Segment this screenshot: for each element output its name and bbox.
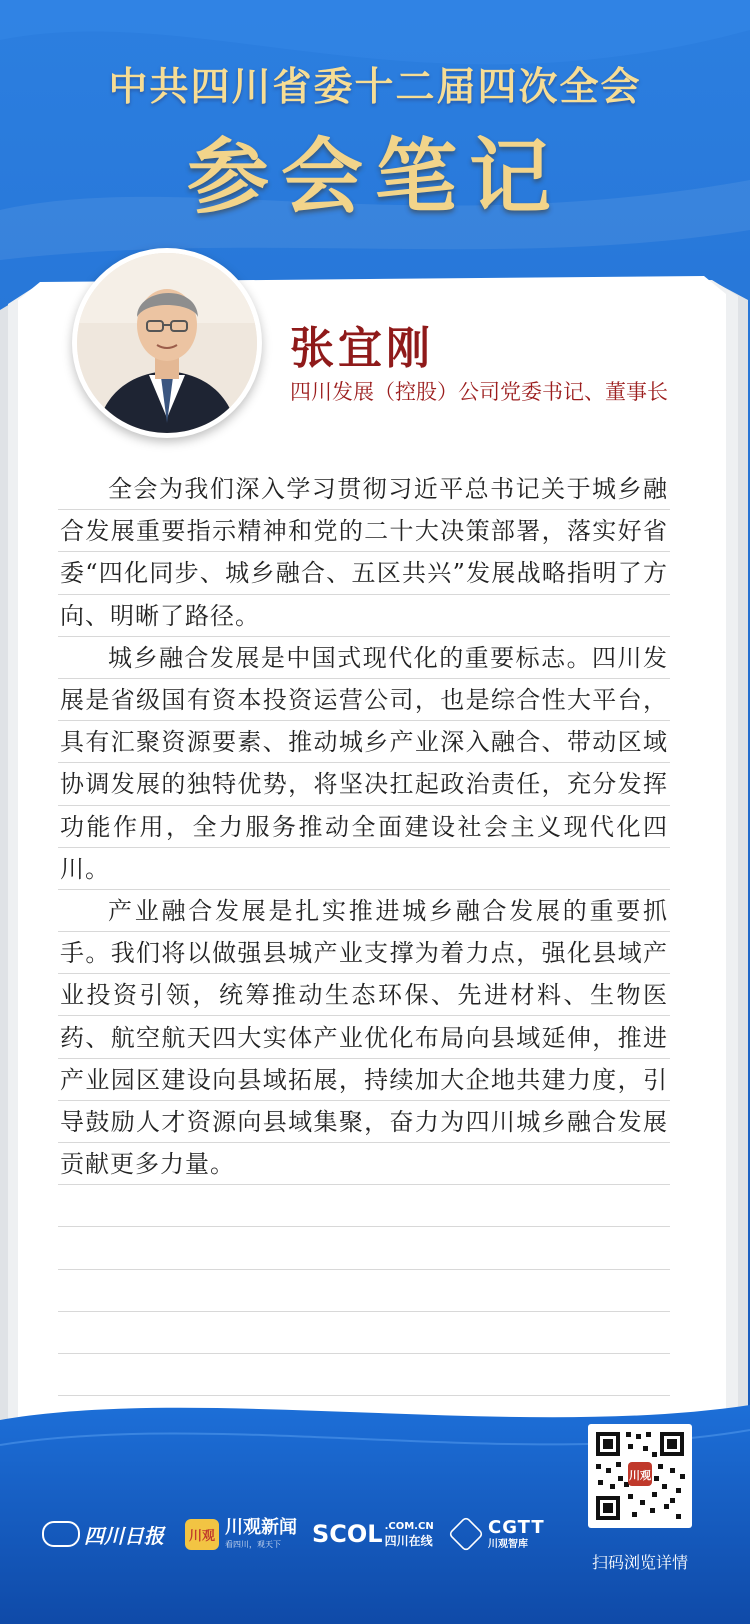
sichuan-daily-logo: 四川日报 [42, 1514, 164, 1554]
article-body [60, 468, 668, 1185]
chuanguan-news-logo: 川观 川观新闻 看四川，观天下 [185, 1514, 297, 1554]
cgtt-logo: CGTT 川观智库 [450, 1514, 545, 1554]
person-title: 四川发展（控股）公司党委书记、董事长 [290, 380, 668, 404]
header-subtitle: 中共四川省委十二届四次全会 [108, 65, 642, 110]
header-title: 参会笔记 [186, 129, 563, 225]
scol-logo: SCOL .COM.CN 四川在线 [312, 1520, 434, 1548]
chuanguan-badge-icon: 川观 [185, 1519, 219, 1550]
qr-code[interactable] [588, 1424, 692, 1528]
sichuan-daily-icon [42, 1521, 80, 1547]
paragraph: 产业融合发展是扎实推进城乡融合发展的重要抓手。我们将以做强县城产业支撑为着力点，强化县域产业投资引领，统筹推动生态环保、先进材料、生物医药、航空航天四大实体产业优化布局向县域延伸，推进产业园区建设向县域拓展，持续加大企地共建力度，引导鼓励人才资源向县域集聚，奋力为四川城乡融合发展贡献更多力量。 [60, 897, 668, 1179]
cgtt-hexagon-icon [448, 1516, 484, 1552]
qr-badge: 川观 [629, 1469, 651, 1482]
paragraph: 全会为我们深入学习贯彻习近平总书记关于城乡融合发展重要指示精神和党的二十大决策部署，落实好省委“四化同步、城乡融合、五区共兴”发展战略指明了方向、明晰了路径。 [60, 475, 668, 630]
paragraph: 城乡融合发展是中国式现代化的重要标志。四川发展是省级国有资本投资运营公司，也是综合性大平台，具有汇聚资源要素、推动城乡产业深入融合、带动区域协调发展的独特优势，将坚决扛起政治责任，充分发挥功能作用，全力服务推动全面建设社会主义现代化四川。 [60, 643, 668, 883]
footer-logos [42, 1514, 562, 1554]
scan-hint: 扫码浏览详情 [591, 1553, 688, 1572]
person-name: 张宜刚 [290, 323, 434, 374]
avatar [72, 248, 262, 438]
